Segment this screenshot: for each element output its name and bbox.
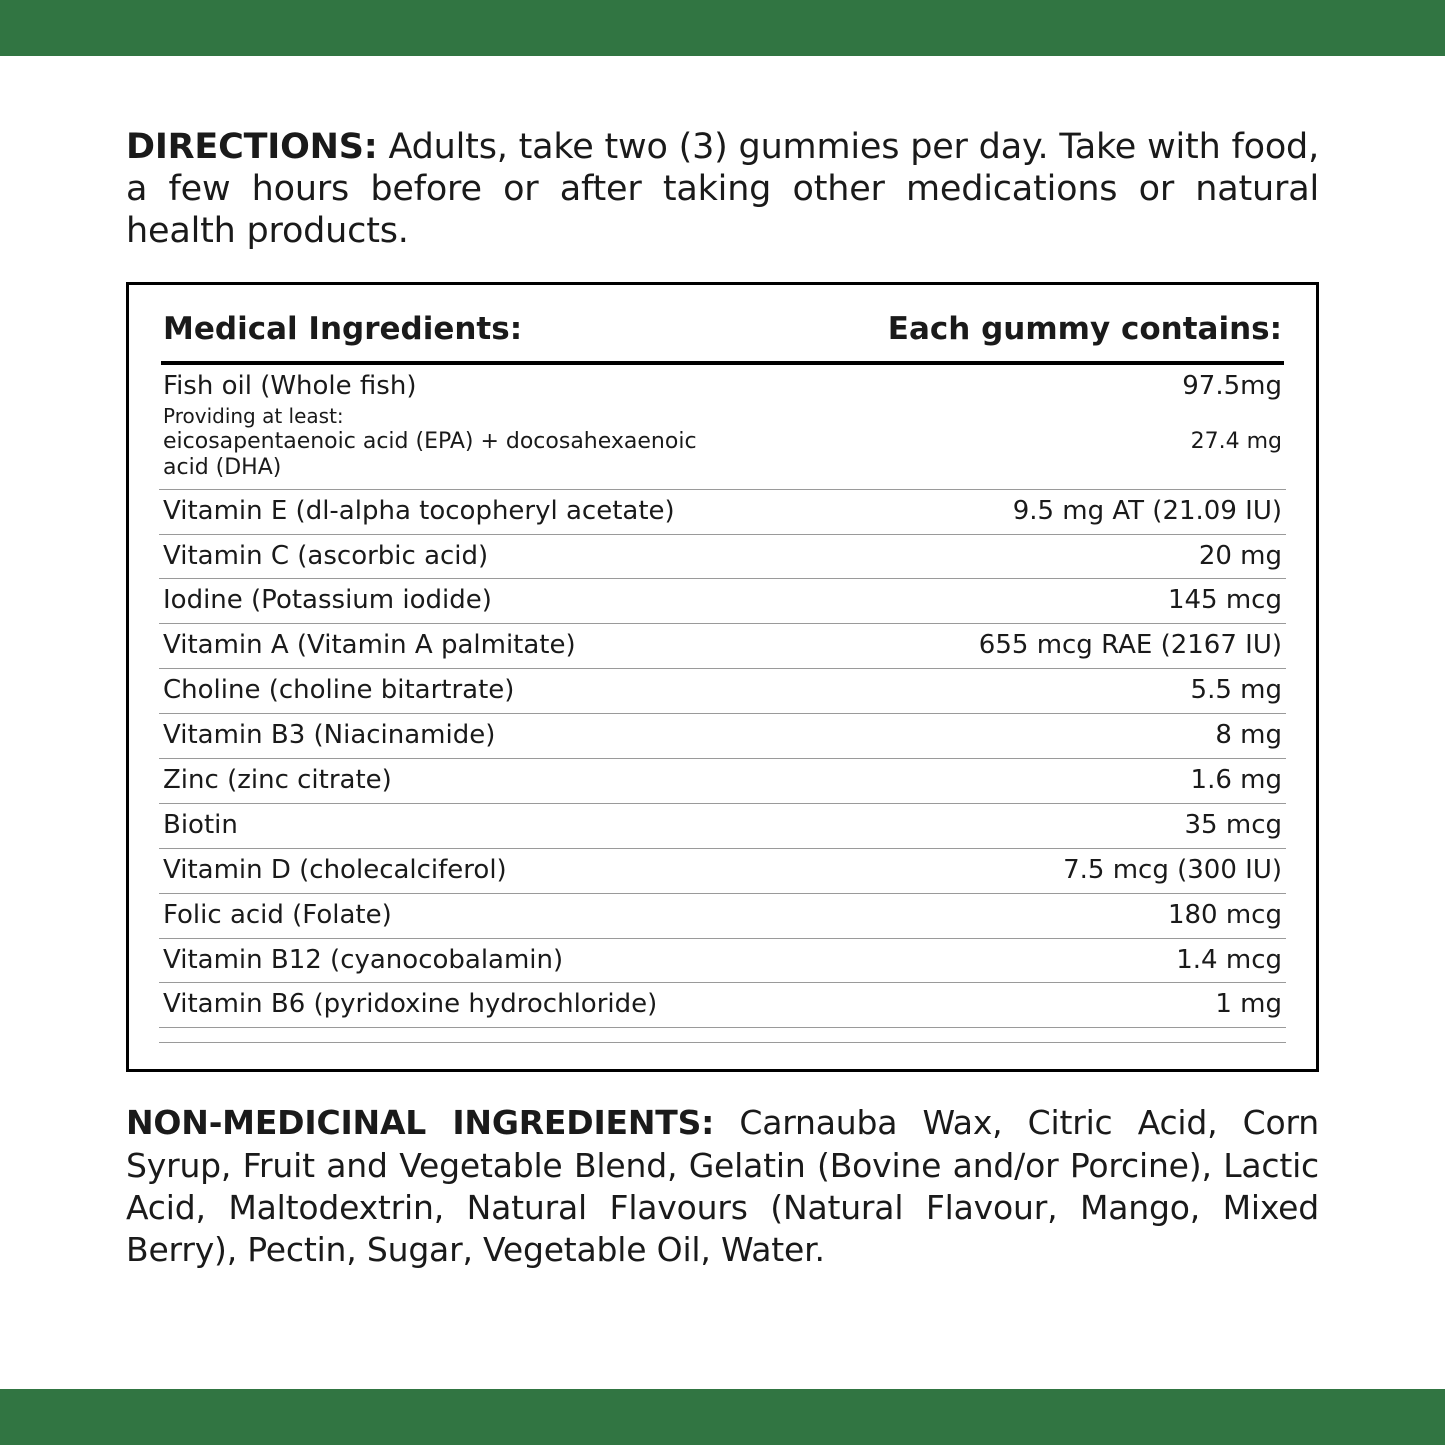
panel-header-right: Each gummy contains:	[887, 311, 1282, 347]
ingredient-sub-amount: 27.4 mg	[1190, 428, 1282, 454]
ingredient-amount: 20 mg	[723, 534, 1287, 579]
table-row	[159, 848, 1286, 893]
ingredient-amount: 35 mcg	[723, 803, 1287, 848]
table-row	[159, 365, 1286, 489]
non-medicinal-label: NON-MEDICINAL INGREDIENTS:	[126, 1103, 715, 1143]
ingredient-amount: 97.5mg	[1182, 371, 1282, 401]
ingredient-amount: 1.4 mcg	[723, 938, 1287, 983]
ingredient-name: Choline (choline bitartrate)	[159, 669, 723, 714]
ingredient-name: Vitamin B3 (Niacinamide)	[159, 714, 723, 759]
ingredient-amount: 9.5 mg AT (21.09 IU)	[723, 489, 1287, 534]
panel-header-left: Medical Ingredients:	[163, 311, 523, 347]
ingredient-name: Vitamin D (cholecalciferol)	[159, 848, 723, 893]
ingredient-name: Zinc (zinc citrate)	[159, 759, 723, 804]
label-page	[0, 56, 1445, 1389]
ingredient-name: Folic acid (Folate)	[159, 893, 723, 938]
ingredient-sub-name: eicosapentaenoic acid (EPA) + docosahexaenoic acid (DHA)	[163, 428, 697, 481]
panel-header	[159, 307, 1286, 361]
ingredient-name: Vitamin B12 (cyanocobalamin)	[159, 938, 723, 983]
table-row	[159, 714, 1286, 759]
ingredient-name: Vitamin B6 (pyridoxine hydrochloride)	[159, 983, 723, 1028]
ingredient-sub-note: Providing at least:	[163, 403, 344, 428]
directions-label: DIRECTIONS:	[126, 127, 378, 167]
ingredient-amount: 1 mg	[723, 983, 1287, 1028]
table-row	[159, 579, 1286, 624]
directions-paragraph	[126, 126, 1319, 252]
ingredient-amount: 5.5 mg	[723, 669, 1287, 714]
table-row	[159, 669, 1286, 714]
ingredient-amount: 145 mcg	[723, 579, 1287, 624]
ingredient-amount: 180 mcg	[723, 893, 1287, 938]
non-medicinal-text: Carnauba Wax, Citric Acid, Corn Syrup, Fruit and Vegetable Blend, Gelatin (Bovine and/or Porcine), Lactic Acid, Maltodextrin, Natural Flavours (Natural Flavour, Mango, Mixed Berry), Pectin, Sugar, Vegetable Oil, Water.	[126, 1103, 1319, 1270]
ingredient-amount: 1.6 mg	[723, 759, 1287, 804]
table-row	[159, 803, 1286, 848]
ingredient-amount: 8 mg	[723, 714, 1287, 759]
table-row	[159, 893, 1286, 938]
table-row	[159, 534, 1286, 579]
directions-text: Adults, take two (3) gummies per day. Take with food, a few hours before or after taking other medications or natural health products.	[126, 127, 1319, 251]
table-row	[159, 1028, 1286, 1043]
ingredient-amount-cell	[723, 365, 1287, 489]
ingredient-name: Vitamin A (Vitamin A palmitate)	[159, 624, 723, 669]
ingredient-name-cell	[159, 365, 723, 489]
ingredient-name: Vitamin E (dl-alpha tocopheryl acetate)	[159, 489, 723, 534]
table-row	[159, 489, 1286, 534]
ingredient-name: Iodine (Potassium iodide)	[159, 579, 723, 624]
table-row	[159, 624, 1286, 669]
ingredient-amount	[723, 1028, 1287, 1043]
table-row	[159, 983, 1286, 1028]
table-row	[159, 759, 1286, 804]
ingredient-name: Vitamin C (ascorbic acid)	[159, 534, 723, 579]
non-medicinal-paragraph	[126, 1102, 1319, 1271]
ingredient-amount: 7.5 mcg (300 IU)	[723, 848, 1287, 893]
ingredient-name	[159, 1028, 723, 1043]
table-row	[159, 938, 1286, 983]
ingredient-name: Biotin	[159, 803, 723, 848]
supplement-facts-panel	[126, 282, 1319, 1072]
top-green-band	[0, 0, 1445, 56]
ingredients-table	[159, 365, 1286, 1043]
ingredient-name: Fish oil (Whole fish)	[163, 371, 417, 401]
ingredient-amount: 655 mcg RAE (2167 IU)	[723, 624, 1287, 669]
bottom-green-band	[0, 1389, 1445, 1445]
